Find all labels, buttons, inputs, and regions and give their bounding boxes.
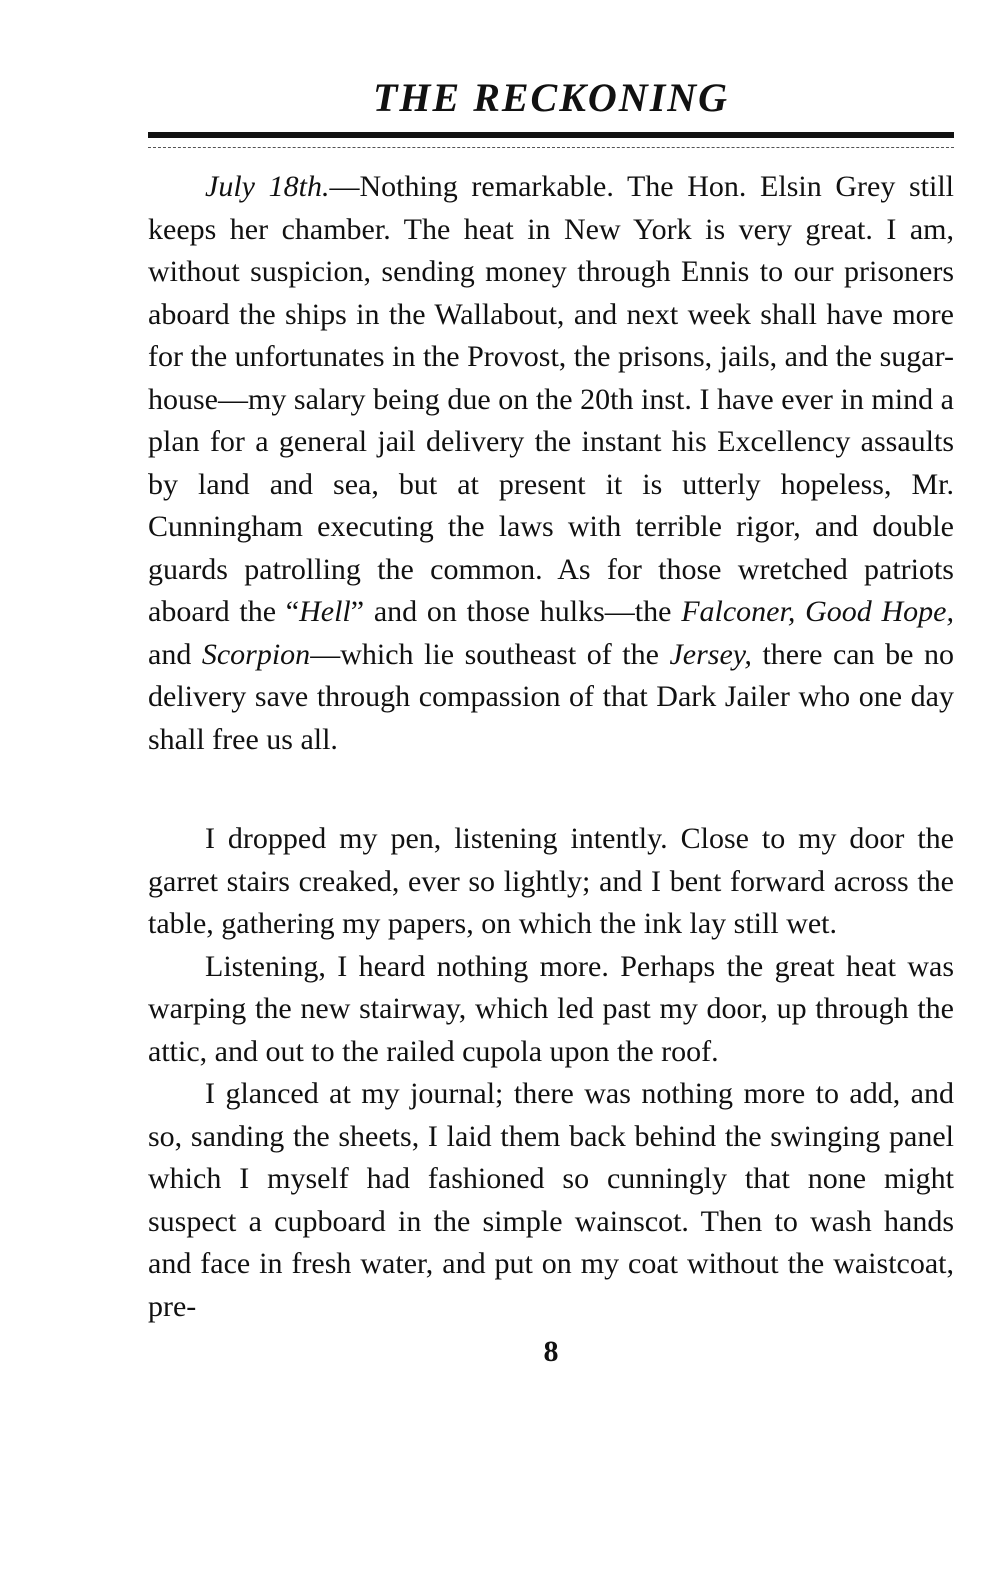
ship-name-scorpion: Scorpion	[201, 637, 311, 671]
running-head-title: THE RECKONING	[372, 75, 730, 120]
journal-text-part: and	[148, 637, 202, 671]
journal-text-part: there can be no delivery save through compassion of that Dark Jailer who one day shall free us all.	[148, 637, 954, 756]
ship-name-hell: Hell	[299, 595, 351, 628]
ship-name-jersey: Jersey,	[669, 637, 752, 671]
ship-name-falconer-good-hope: Falconer, Good Hope,	[681, 595, 954, 628]
header-rule-thin	[148, 147, 954, 148]
header-rule-thick	[148, 132, 954, 138]
journal-text-part: —which lie southeast of the	[310, 637, 670, 671]
book-page	[148, 70, 954, 1372]
section-break	[148, 761, 954, 818]
body-paragraph: Listening, I heard nothing more. Perhaps the great heat was warping the new stairway, which led past my door, up through the attic, and out to the railed cupola upon the roof.	[148, 949, 954, 1068]
journal-text-part: —Nothing remarkable. The Hon. Elsin Grey still keeps her chamber. The heat in New York is very great. I am, without suspicion, sending money through Ennis to our prisoners aboard the ships in the Wallabout, and next week shall have more for the unfortunates in the Provost, the prisons, jails, and the sugar-house—my salary being due on the 20th inst. I have ever in mind a plan for a general jail delivery the instant his Excellency assaults by land and sea, but at present it is utterly hopeless, Mr. Cunningham executing the laws with terrible rigor, and double guards patrolling the common. As for those wretched patriots aboard the “	[148, 170, 954, 628]
body-paragraph: I glanced at my journal; there was nothing more to add, and so, sanding the sheets, I laid them back behind the swinging panel which I myself had fashioned so cunningly that none might suspect a cupboard in the simple wainscot. Then to wash hands and face in fresh water, and put on my coat without the waistcoat, pre-	[148, 1077, 954, 1323]
page-number: 8	[543, 1335, 559, 1368]
journal-date: July 18th.	[205, 170, 330, 203]
journal-text-part: ” and on those hulks—the	[350, 595, 682, 628]
journal-entry-paragraph	[148, 166, 954, 761]
body-paragraph: I dropped my pen, listening intently. Close to my door the garret stairs creaked, ever so lightly; and I bent forward across the table, gathering my papers, on which the ink lay still wet.	[148, 822, 954, 940]
